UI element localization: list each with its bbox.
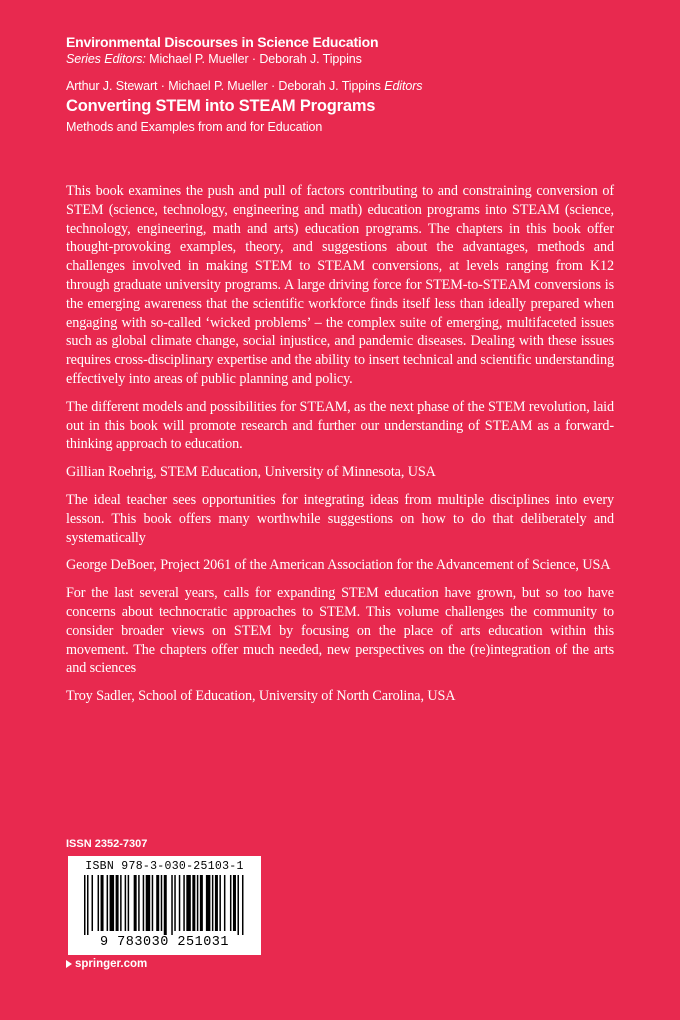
blurb [66,182,614,715]
issn: ISSN 2352-7307 [66,838,148,850]
barcode-bar [152,875,154,931]
quote-text: The ideal teacher sees opportunities for integrating ideas from multiple disciplines into every lesson. This book offers many worthwhile suggestions on how to do that deliberately and systematically [66,491,614,546]
quote-text: The different models and possibilities for STEAM, as the next phase of the STEM revolution, laid out in this book will promote research and further our understanding of STEAM as a forward-thinking approach to education. [66,398,614,453]
barcode-bars [84,875,245,935]
isbn-barcode [68,856,261,955]
barcode-bar [138,875,140,931]
barcode-bar [116,875,119,931]
barcode-bar [156,875,159,931]
barcode-bar [197,875,199,931]
barcode-bar [134,875,137,931]
barcode-bar [179,875,181,931]
barcode-bar [84,875,86,935]
isbn-label: ISBN 978-3-030-25103-1 [85,860,244,873]
barcode-bar [224,875,226,931]
barcode-bar [206,875,211,931]
book-title: Converting STEM into STEAM Programs [66,97,376,115]
barcode-bar [107,875,109,931]
series-title: Environmental Discourses in Science Education [66,34,379,50]
barcode-bar [120,875,122,931]
barcode-bar [164,875,167,935]
barcode-bar [101,875,104,931]
barcode-bar [143,875,145,931]
barcode-bar [186,875,191,931]
book-editors-names: Arthur J. Stewart · Michael P. Mueller · Deborah J. Tippins [66,79,381,93]
barcode-bar [233,875,236,931]
isbn-digits: 9 783030 251031 [99,935,230,950]
quote-text: For the last several years, calls for expanding STEM education have grown, but so too have concerns about technocratic approaches to STEM. This volume challenges the community to consider broader views on STEM by focusing on the place of arts education within this movement. The chapters offer much needed, new perspectives on the (re)integration of the arts and sciences [66,585,614,677]
barcode-bar [183,875,185,931]
series-editors-names: Michael P. Mueller · Deborah J. Tippins [149,52,362,66]
publisher-link[interactable] [66,958,147,970]
book-editors [66,78,626,94]
arrow-right-icon [66,960,72,968]
barcode-bar [128,875,130,931]
barcode-bar [230,875,232,931]
series-editors [66,51,626,68]
barcode-bar [98,875,100,931]
barcode-bar [237,875,239,935]
barcode-bar [110,875,115,931]
barcode-bar [161,875,163,931]
publisher-url: springer.com [75,958,148,970]
book-description: This book examines the push and pull of factors contributing to and constraining conversion of STEM (science, technology, engineering and math) education programs into STEAM (science, technology, engineering, math and arts) education programs. The chapters in this book offer thought-provoking examples, theory, and suggestions about the advantages, methods and challenges involved in making STEM to STEAM conversions, at levels ranging from K12 through graduate university programs. A large driving force for STEM-to-STEAM conversions is the emerging awareness that the scientific workforce finds itself less than ideally prepared when engaging with so-called ‘wicked problems’ – the complex suite of emerging, multifaceted issues such as global climate change, social injustice, and pandemic diseases. Dealing with these issues requires cross-disciplinary expertise and the ability to insert technical and scientific understanding effectively into areas of public planning and policy. [66,183,614,387]
barcode-bar [242,875,244,935]
barcode-bar [192,875,195,931]
barcode-bar [92,875,94,931]
barcode-bar [146,875,151,931]
book-editors-label: Editors [384,79,423,93]
barcode-bar [125,875,127,931]
barcode-bar [171,875,173,935]
quote-attribution: Troy Sadler, School of Education, University of North Carolina, USA [66,688,456,705]
quote-attribution: George DeBoer, Project 2061 of the American Association for the Advancement of Science, USA [66,557,611,574]
barcode-bar [174,875,176,931]
header [66,33,626,136]
quote-attribution: Gillian Roehrig, STEM Education, University of Minnesota, USA [66,464,436,481]
book-subtitle: Methods and Examples from and for Education [66,120,323,134]
barcode-bar [219,875,221,931]
series-editors-label: Series Editors: [66,52,146,66]
barcode-bar [200,875,203,931]
barcode-bar [215,875,218,931]
barcode-bar [87,875,89,935]
barcode-bar [212,875,214,931]
